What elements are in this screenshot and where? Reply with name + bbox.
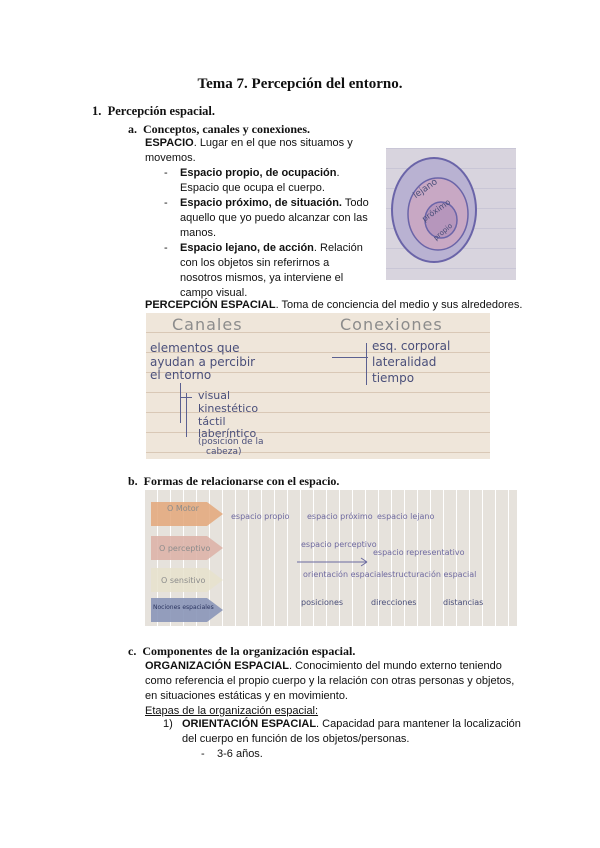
page-title: Tema 7. Percepción del entorno. (197, 76, 403, 92)
arrow-label-motor: O Motor (167, 504, 199, 513)
connection-item: esq. corporal (372, 339, 451, 353)
arrow-label-sensitivo: O sensitivo (161, 576, 206, 585)
formas-relacion-photo (145, 490, 517, 626)
list-item: - Espacio próximo, de situación. Todo aquello que yo puedo alcanzar con las manos. (162, 196, 372, 241)
row4-item: direcciones (371, 598, 417, 607)
bracket-line (332, 357, 368, 358)
arrow-label-perceptivo: O perceptivo (159, 544, 211, 553)
orientacion-number: 1) (163, 718, 173, 730)
channel-item: laberíntico (198, 427, 257, 440)
bracket-line (180, 383, 181, 423)
percepcion-term: PERCEPCIÓN ESPACIAL (145, 299, 276, 311)
row2-item: espacio representativo (373, 548, 465, 557)
subsection-heading-conceptos: a. Conceptos, canales y conexiones. (128, 122, 310, 136)
circle-label-lejano: lejano (411, 177, 440, 201)
list-item: - 3-6 años. (199, 747, 263, 762)
percepcion-espacial-definition (145, 298, 545, 313)
row4-item: distancias (443, 598, 484, 607)
connection-item: tiempo (372, 371, 415, 385)
row2-item: espacio perceptivo (301, 540, 377, 549)
concentric-circles-drawing (386, 148, 516, 280)
subsection-heading-componentes: c. Componentes de la organización espacial. (128, 644, 356, 658)
canales-header: Canales (172, 315, 243, 334)
row3-item: orientación espacial (303, 570, 384, 579)
channel-item: (posición de la (198, 437, 264, 447)
canales-text-line: el entorno (150, 368, 212, 382)
bracket-line (186, 393, 187, 437)
concentric-space-photo (386, 148, 516, 280)
percepcion-def: . Toma de conciencia del medio y sus alrededores. (275, 299, 523, 311)
org-def: . Conocimiento del mundo externo teniendo como referencia el propio cuerpo y la relación con otras personas y objetos, en situaciones estáticas y en movimiento. (145, 660, 515, 702)
canales-text-line: elementos que (150, 341, 240, 355)
canales-text-line: ayudan a percibir (150, 355, 256, 369)
espacio-definition (145, 136, 370, 166)
list-item: - Espacio propio, de ocupación. Espacio que ocupa el cuerpo. (162, 166, 372, 196)
channel-item: visual (198, 389, 231, 402)
etapas-heading: Etapas de la organización espacial: (145, 705, 319, 717)
connection-item: lateralidad (372, 355, 437, 369)
orient-def: . Capacidad para mantener la localización del cuerpo en función de los objetos/personas. (182, 718, 521, 745)
row1-item: espacio lejano (377, 512, 435, 521)
espacio-types-list (162, 166, 372, 301)
row1-item: espacio propio (231, 512, 290, 521)
circle-label-propio: propio (432, 221, 455, 243)
channel-item: táctil (198, 415, 226, 428)
canales-conexiones-photo (146, 313, 490, 459)
row4-item: posiciones (301, 598, 344, 607)
age-list (199, 747, 263, 762)
bracket-line (366, 343, 367, 385)
list-item: - Espacio lejano, de acción. Relación con los objetos sin referirnos a nosotros mismos, ya interviene el campo visual. (162, 241, 372, 301)
espacio-term: ESPACIO (145, 137, 194, 149)
espacio-def: . Lugar en el que nos situamos y movemos. (145, 137, 353, 164)
orient-term: ORIENTACIÓN ESPACIAL (182, 718, 317, 730)
subsection-heading-formas: b. Formas de relacionarse con el espacio. (128, 474, 340, 488)
arrow-label-nociones: Nociones espaciales (153, 604, 214, 611)
row1-item: espacio próximo (307, 512, 373, 521)
conexiones-header: Conexiones (340, 315, 443, 334)
circle-label-proximo: próximo (420, 197, 453, 224)
organizacion-espacial-definition (145, 659, 525, 704)
section-heading-percepcion-espacial: 1. Percepción espacial. (92, 104, 216, 118)
row3-item: estructuración espacial (383, 570, 477, 579)
channel-item: cabeza) (206, 447, 242, 457)
channel-item: kinestético (198, 402, 259, 415)
orientacion-espacial-definition (182, 717, 532, 747)
org-term: ORGANIZACIÓN ESPACIAL (145, 660, 290, 672)
